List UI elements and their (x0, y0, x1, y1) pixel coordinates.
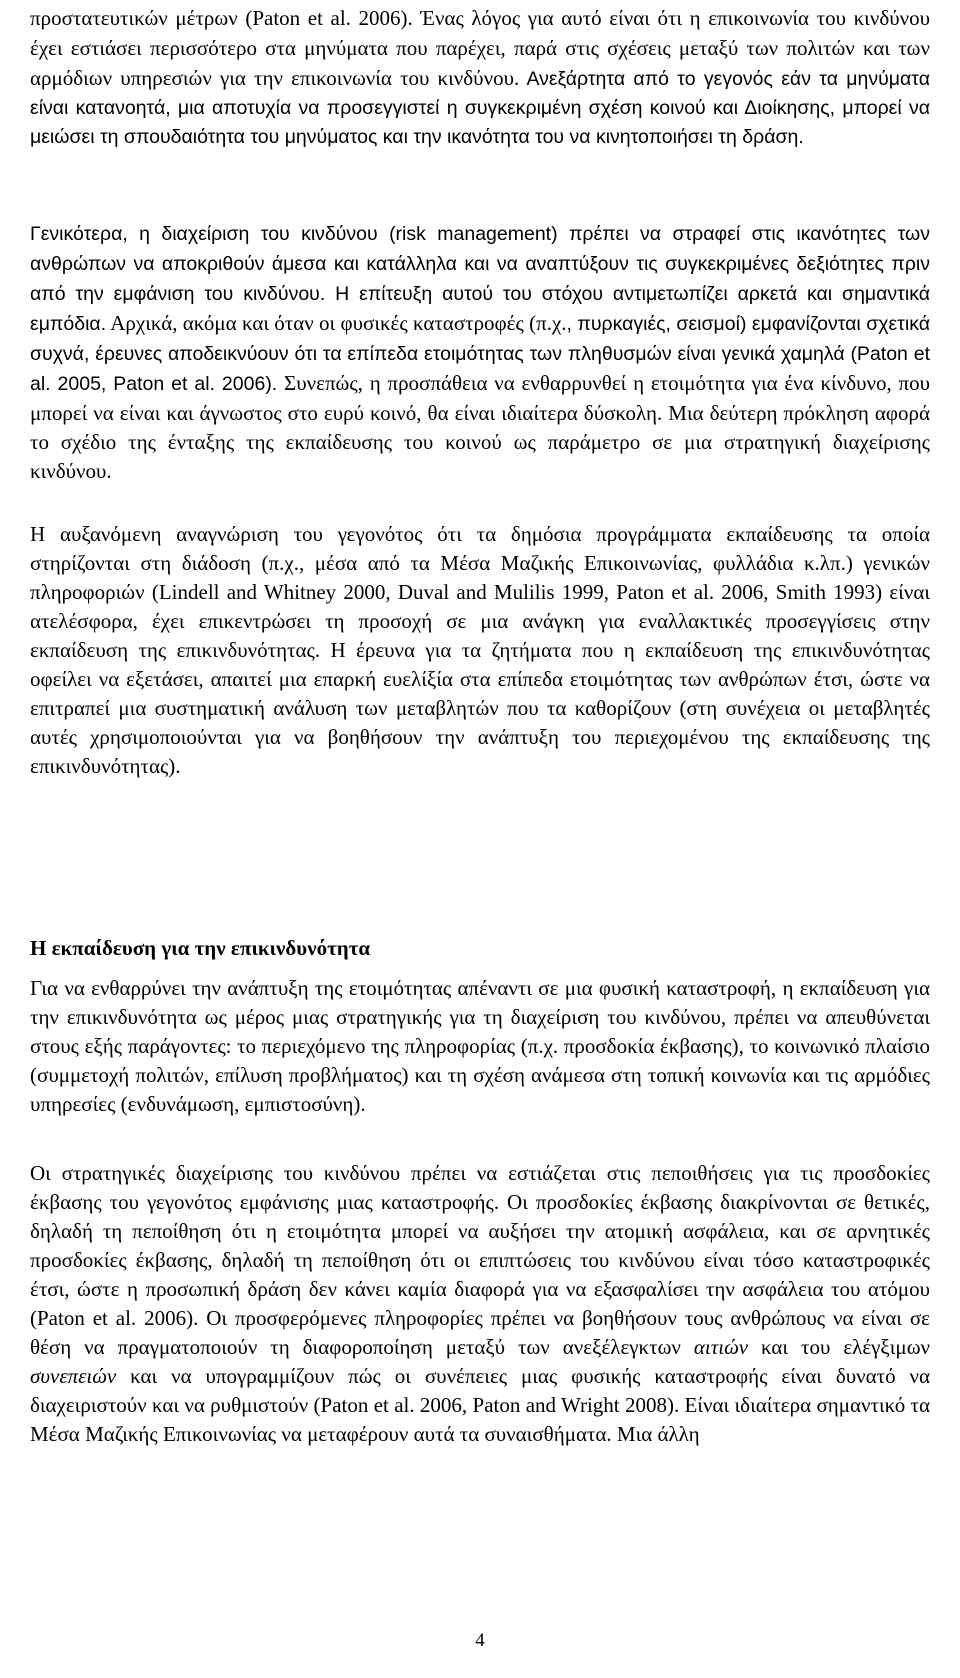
paragraph-2 (30, 219, 930, 486)
paragraph-5-part-2: Οι προσδοκίες έκβασης διακρίνονται σε θετικές, δηλαδή τη πεποίθηση ότι η ετοιμότητα μπορεί να αυξήσει την ατομική ασφάλεια, και σε αρνητικές προσδοκίες έκβασης, δηλαδή τη πεποίθηση ότι οι επιπτώσεις του κινδύνου είναι τόσο καταστροφικές έτσι, ώστε η προσωπική δράση δεν κάνει καμία διαφορά για να εξασφαλίσει την ασφάλεια του ατόμου (Paton et al. 2006). (30, 1190, 930, 1330)
paragraph-1-part-1: προστατευτικών μέτρων (Paton et al. 2006). Ένας λόγος για αυτό είναι ότι η επικοινωνία του κινδύνου έχει εστιάσει περισσότερο στα μηνύματα που παρέχει, παρά στις σχέσεις μεταξύ των πολιτών και των αρμόδιων υπηρεσιών για την επικοινωνία του κινδύνου. (30, 6, 930, 90)
section-heading: Η εκπαίδευση για την επικινδυνότητα (30, 936, 371, 960)
paragraph-2-part-5: Συνεπώς, η προσπάθεια να ενθαρρυνθεί η ετοιμότητα για ένα κίνδυνο, που μπορεί να είναι και άγνωστος στο ευρύ κοινό, θα είναι ιδιαίτερα δύσκολη. (30, 371, 931, 425)
paragraph-5-part-3c: και να υπογραμμίζουν πώς οι συνέπειες μιας φυσικής καταστροφής είναι δυνατό να διαχειριστούν και να ρυθμιστούν (Paton et al. 2006, Paton and Wright 2008). (30, 1364, 930, 1417)
paragraph-2-part-1: Γενικότερα, η διαχείριση του κινδύνου (risk management) πρέπει να στραφεί στις ικανότητες των ανθρώπων να αποκριθούν άμεσα και κατάλληλα και να αναπτύξουν τις συγκεκριμένες δεξιότητες πριν από την εμφάνιση του κινδύνου. (30, 223, 930, 305)
page-number: 4 (475, 1630, 485, 1651)
italic-term-consequences: συνεπειών (30, 1364, 117, 1388)
paragraph-5-part-1: Οι στρατηγικές διαχείρισης του κινδύνου πρέπει να εστιάζεται στις πεποιθήσεις για τις προσδοκίες έκβασης του γεγονότος εμφάνισης μιας καταστροφής. (30, 1161, 930, 1214)
paragraph-2-part-3: Αρχικά, ακόμα και όταν οι φυσικές καταστροφές (π.χ. (106, 311, 567, 335)
paragraph-2-part-2: Η επίτευξη αυτού του στόχου αντιμετωπίζει αρκετά και σημαντικά εμπόδια. (30, 283, 930, 335)
paragraph-1-part-2: Ανεξάρτητα από το γεγονός εάν τα μηνύματα είναι κατανοητά, μια αποτυχία να προσεγγιστεί η συγκεκριμένη σχέση κοινού και Διοίκησης, μπορεί να μειώσει τη σπουδαιότητα του μηνύματος και την ικανότητα του να κινητοποιήσει τη δράση. (30, 68, 930, 148)
paragraph-2-part-4: , πυρκαγιές, σεισμοί) εμφανίζονται σχετικά συχνά, έρευνες αποδεικνύουν ότι τα επίπεδα ετοιμότητας των πληθυσμών είναι γενικά χαμηλά (Paton et al. 2005, Paton et al. 2006). (30, 313, 930, 395)
paragraph-1 (30, 4, 930, 152)
paragraph-4: Για να ενθαρρύνει την ανάπτυξη της ετοιμότητας απέναντι σε μια φυσική καταστροφή, η εκπαίδευση για την επικινδυνότητα ως μέρος μιας στρατηγικής για τη διαχείριση του κινδύνου, πρέπει να απευθύνεται στους εξής παράγοντες: το περιεχόμενο της πληροφορίας (π.χ. προσδοκία έκβασης), το κοινωνικό πλαίσιο (συμμετοχή πολιτών, επίλυση προβλήματος) και τη σχέση ανάμεσα στη τοπική κοινωνία και τις αρμόδιες υπηρεσίες (ενδυνάμωση, εμπιστοσύνη). (30, 976, 930, 1116)
paragraph-5-part-4: Είναι ιδιαίτερα σημαντικό τα Μέσα Μαζικής Επικοινωνίας να μεταφέρουν αυτά τα συναισθήματα. Μια άλλη (30, 1393, 931, 1446)
paragraph-2-part-6: Μια δεύτερη πρόκληση αφορά το σχέδιο της ένταξης της εκπαίδευσης του κοινού ως παράμετρο σε μια στρατηγική διαχείρισης κινδύνου. (30, 401, 930, 483)
paragraph-5 (30, 1159, 930, 1449)
paragraph-5-part-3: Οι προσφερόμενες πληροφορίες πρέπει να βοηθήσουν τους ανθρώπους να είναι σε θέση να πραγματοποιούν τη διαφοροποίηση μεταξύ των ανεξέλεγκτων (30, 1306, 930, 1359)
paragraph-5-part-3b: και του ελέγξιμων (748, 1335, 931, 1359)
paragraph-3: Η αυξανόμενη αναγνώριση του γεγονότος ότι τα δημόσια προγράμματα εκπαίδευσης τα οποία στηρίζονται στη διάδοση (π.χ., μέσα από τα Μέσα Μαζικής Επικοινωνίας, φυλλάδια κ.λπ.) γενικών πληροφοριών (Lindell and Whitney 2000, Duval and Mulilis 1999, Paton et al. 2006, Smith 1993) είναι ατελέσφορα, έχει επικεντρώσει τη προσοχή σε μια ανάγκη για εναλλακτικές προσεγγίσεις στην εκπαίδευση της επικινδυνότητας. Η έρευνα για τα ζητήματα που η εκπαίδευση της επικινδυνότητας οφείλει να εξετάσει, απαιτεί μια επαρκή ευελίξία στα επίπεδα ετοιμότητας των ανθρώπων έτσι, ώστε να επιτραπεί μια συστηματική ανάλυση των μεταβλητών που τα καθορίζουν (στη συνέχεια οι μεταβλητές αυτές χρησιμοποιούνται για να βοηθήσουν την ανάπτυξη του περιεχομένου της εκπαίδευσης της επικινδυνότητας). (30, 522, 930, 778)
italic-term-causes: αιτιών (693, 1335, 749, 1359)
